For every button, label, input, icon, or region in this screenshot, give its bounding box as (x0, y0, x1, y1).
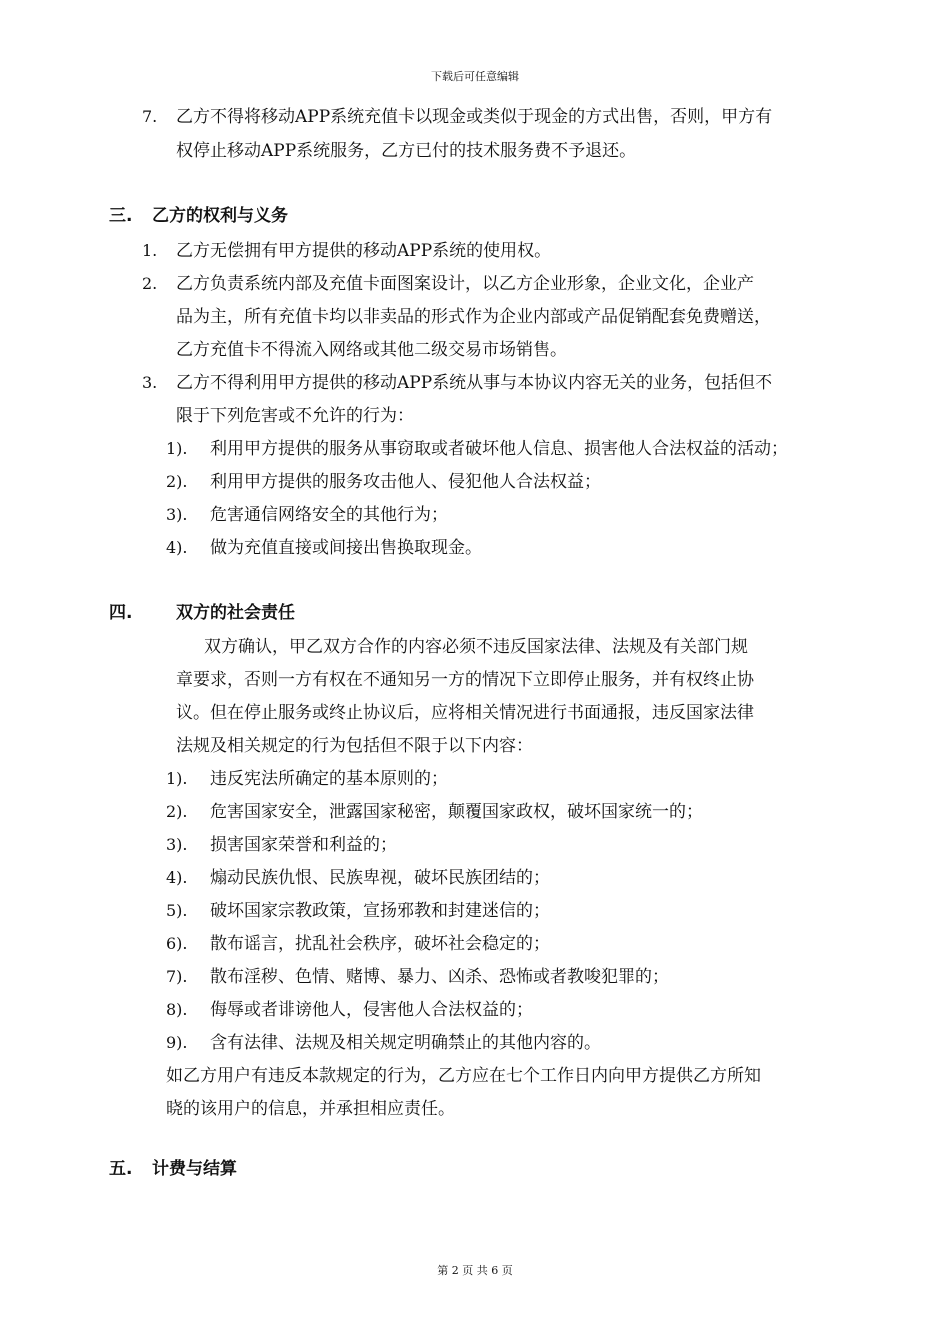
sub-item-number: 7). (166, 967, 188, 986)
list-number: 7. (142, 107, 158, 126)
paragraph-line: 议。但在停止服务或终止协议后，应将相关情况进行书面通报，违反国家法律 (176, 703, 754, 723)
sub-item-text: 利用甲方提供的服务从事窃取或者破坏他人信息、损害他人合法权益的活动； (210, 439, 788, 459)
sub-item-text: 违反宪法所确定的基本原则的； (210, 769, 448, 789)
sub-item-text: 利用甲方提供的服务攻击他人、侵犯他人合法权益； (210, 472, 601, 492)
sub-item-text: 做为充值直接或间接出售换取现金。 (210, 538, 482, 558)
paragraph-line: 晓的该用户的信息，并承担相应责任。 (166, 1099, 455, 1119)
paragraph-line: 乙方负责系统内部及充值卡面图案设计，以乙方企业形象，企业文化，企业产 (176, 274, 754, 294)
list-number: 2. (142, 274, 158, 293)
paragraph-line: 法规及相关规定的行为包括但不限于以下内容： (176, 736, 533, 756)
sub-item-number: 5). (166, 901, 188, 920)
sub-item-number: 9). (166, 1033, 188, 1052)
sub-item-text: 散布谣言，扰乱社会秩序，破坏社会稳定的； (210, 934, 550, 954)
sub-item-number: 8). (166, 1000, 188, 1019)
paragraph-line: 章要求，否则一方有权在不通知另一方的情况下立即停止服务，并有权终止协 (176, 670, 754, 690)
sub-item-number: 3). (166, 835, 188, 854)
sub-item-text: 煽动民族仇恨、民族卑视，破坏民族团结的； (210, 868, 550, 888)
sub-item-number: 2). (166, 472, 188, 491)
sub-item-text: 侮辱或者诽谤他人，侵害他人合法权益的； (210, 1000, 533, 1020)
section-title: 双方的社会责任 (176, 603, 295, 623)
paragraph-line: 双方确认，甲乙双方合作的内容必须不违反国家法律、法规及有关部门规 (204, 637, 748, 657)
paragraph-line: 乙方不得将移动APP系统充值卡以现金或类似于现金的方式出售，否则，甲方有 (176, 107, 773, 127)
sub-item-number: 1). (166, 769, 188, 788)
section-number: 四. (109, 603, 133, 623)
section-title: 计费与结算 (152, 1159, 237, 1179)
sub-item-text: 损害国家荣誉和利益的； (210, 835, 397, 855)
sub-item-text: 散布淫秽、色情、赌博、暴力、凶杀、恐怖或者教唆犯罪的； (210, 967, 669, 987)
sub-item-text: 危害通信网络安全的其他行为； (210, 505, 448, 525)
section-title: 乙方的权利与义务 (152, 206, 288, 226)
sub-item-text: 含有法律、法规及相关规定明确禁止的其他内容的。 (210, 1033, 601, 1053)
sub-item-number: 2). (166, 802, 188, 821)
list-number: 3. (142, 373, 158, 392)
section-number: 三. (109, 206, 133, 226)
sub-item-number: 4). (166, 868, 188, 887)
sub-item-text: 破坏国家宗教政策，宣扬邪教和封建迷信的； (210, 901, 550, 921)
page-footer: 第 2 页 共 6 页 (437, 1264, 513, 1277)
sub-item-number: 4). (166, 538, 188, 557)
section-number: 五. (109, 1159, 133, 1179)
sub-item-number: 3). (166, 505, 188, 524)
sub-item-number: 1). (166, 439, 188, 458)
paragraph-line: 乙方充值卡不得流入网络或其他二级交易市场销售。 (176, 340, 567, 360)
paragraph-line: 乙方无偿拥有甲方提供的移动APP系统的使用权。 (176, 241, 552, 261)
paragraph-line: 权停止移动APP系统服务，乙方已付的技术服务费不予退还。 (176, 141, 637, 161)
sub-item-text: 危害国家安全，泄露国家秘密，颠覆国家政权，破坏国家统一的； (210, 802, 703, 822)
paragraph-line: 如乙方用户有违反本款规定的行为，乙方应在七个工作日内向甲方提供乙方所知 (166, 1066, 761, 1086)
sub-item-number: 6). (166, 934, 188, 953)
paragraph-line: 乙方不得利用甲方提供的移动APP系统从事与本协议内容无关的业务，包括但不 (176, 373, 773, 393)
list-number: 1. (142, 241, 158, 260)
page-header: 下载后可任意编辑 (431, 70, 519, 83)
paragraph-line: 限于下列危害或不允许的行为： (176, 406, 414, 426)
paragraph-line: 品为主，所有充值卡均以非卖品的形式作为企业内部或产品促销配套免费赠送， (176, 307, 771, 327)
